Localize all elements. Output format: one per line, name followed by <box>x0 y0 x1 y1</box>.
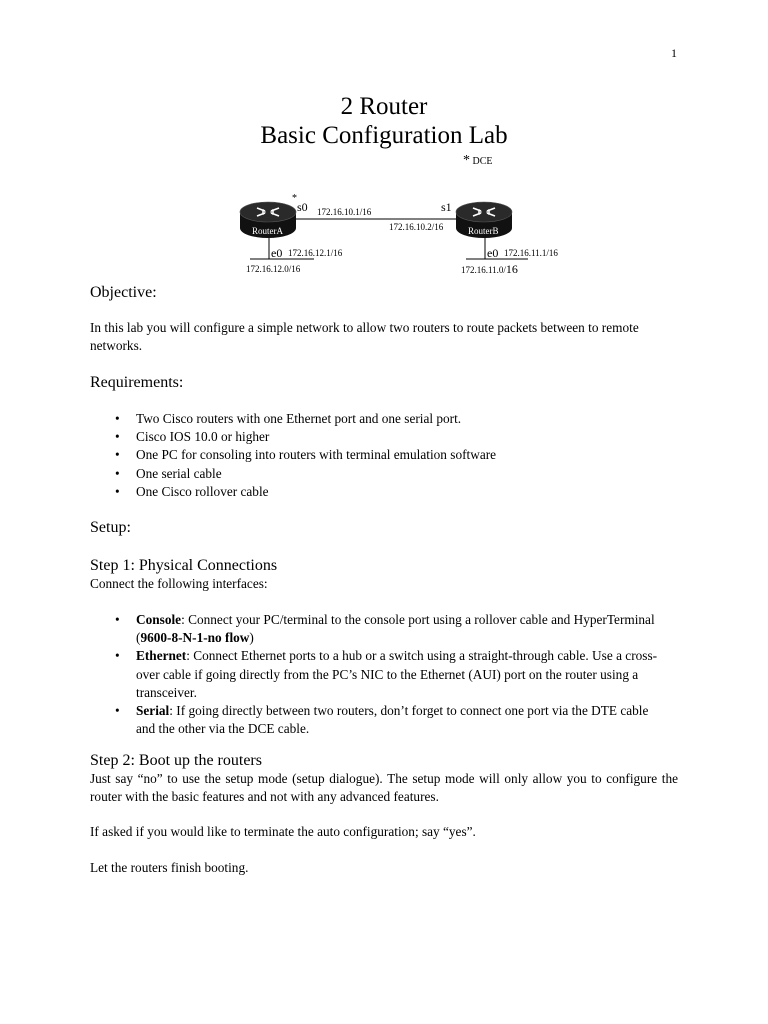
objective-heading: Objective: <box>90 284 157 301</box>
router-b-serial-ip: 172.16.10.2/16 <box>389 222 444 232</box>
router-b-ethernet-ip: 172.16.11.1/16 <box>504 248 558 258</box>
list-item: • One serial cable <box>90 465 690 483</box>
title-line-2: Basic Configuration Lab <box>260 122 508 149</box>
requirements-list <box>90 410 690 501</box>
list-item-serial: • Serial: If going directly between two routers, don’t forget to connect one port via the DTE cable and the other via the DCE cable. <box>90 702 670 738</box>
router-b-ethernet-port: e0 <box>487 246 499 260</box>
step2-heading: Step 2: Boot up the routers <box>90 752 262 769</box>
list-item: • Two Cisco routers with one Ethernet port and one serial port. <box>90 410 690 428</box>
title-line-1: 2 Router <box>340 93 428 120</box>
router-b-network: 172.16.11.0/16 <box>461 262 518 276</box>
list-item-console: • Console: Connect your PC/terminal to the console port using a rollover cable and HyperTerminal (9600-8-N-1-no flow) <box>90 611 670 647</box>
list-item: • One Cisco rollover cable <box>90 483 690 501</box>
list-item: • One PC for consoling into routers with terminal emulation software <box>90 446 690 464</box>
router-a-serial-port: s0 <box>297 200 308 214</box>
dce-note <box>463 153 493 169</box>
list-item: • Cisco IOS 10.0 or higher <box>90 428 690 446</box>
dce-label: DCE <box>472 156 493 167</box>
router-a-ethernet-port: e0 <box>271 246 283 260</box>
step2-paragraph-3: Let the routers finish booting. <box>90 860 249 875</box>
step2-paragraph-1: Just say “no” to use the setup mode (setup dialogue). The setup mode will only allow you to configure the router with the basic features and not with any advanced features. <box>90 771 678 804</box>
requirements-heading: Requirements: <box>90 374 184 391</box>
router-b-serial-port: s1 <box>441 200 452 214</box>
step1-intro: Connect the following interfaces: <box>90 576 268 591</box>
objective-text: In this lab you will configure a simple network to allow two routers to route packets between to remote networks. <box>90 320 639 353</box>
page-number: 1 <box>671 46 677 60</box>
step1-heading: Step 1: Physical Connections <box>90 557 278 574</box>
list-item-ethernet: • Ethernet: Connect Ethernet ports to a hub or a switch using a straight-through cable. Use a cross-over cable if going directly from the PC’s NIC to the Ethernet (AUI) port on the router using a transceiver. <box>90 647 670 702</box>
router-a-network: 172.16.12.0/16 <box>246 264 301 274</box>
setup-heading: Setup: <box>90 519 131 536</box>
network-diagram <box>228 192 588 282</box>
step2-paragraph-2: If asked if you would like to terminate the auto configuration; say “yes”. <box>90 824 476 839</box>
router-a-ethernet-ip: 172.16.12.1/16 <box>288 248 343 258</box>
dce-star: * <box>463 153 470 168</box>
router-a-serial-ip: 172.16.10.1/16 <box>317 207 372 217</box>
router-a-serial-star: * <box>292 193 297 204</box>
router-a-name: RouterA <box>252 226 283 236</box>
page-title <box>0 92 768 150</box>
router-b-name: RouterB <box>468 226 499 236</box>
step1-list <box>90 611 670 738</box>
